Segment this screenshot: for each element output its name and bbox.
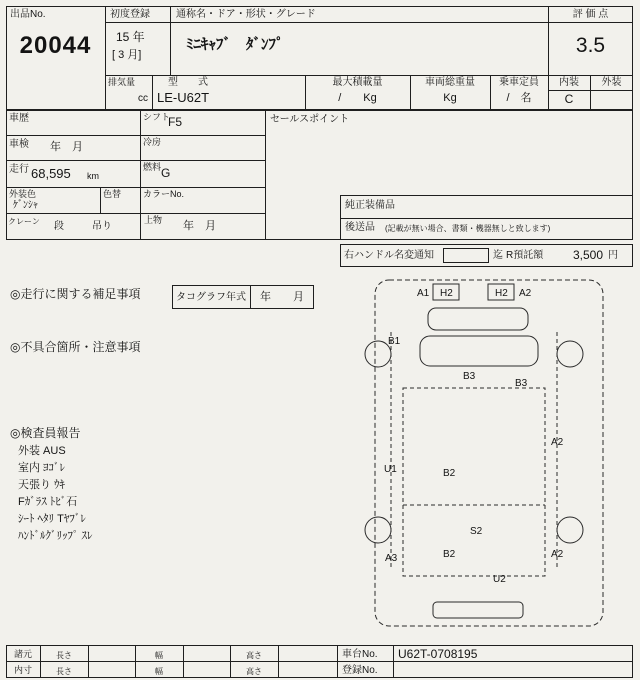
repaint-label: 色替 (103, 189, 122, 199)
inspector-title: ◎検査員報告 (10, 426, 81, 440)
displacement-label: 排気量 (108, 77, 136, 87)
grid-line (6, 187, 265, 188)
chassis-no-value: U62T-0708195 (398, 647, 478, 661)
panel-label: H2 (495, 288, 508, 299)
ac-label: 冷房 (143, 137, 162, 147)
tacho-value: 年 月 (260, 291, 304, 303)
grid-line (6, 135, 265, 136)
name-change-box (443, 248, 489, 263)
grid-line (183, 645, 184, 678)
handle-label: 右ハンドル (344, 250, 394, 261)
color-value: ｹﾞﾝｼｬ (13, 200, 38, 211)
wheel-rear-right (557, 517, 583, 543)
grid-line (100, 187, 101, 213)
grid-line (6, 213, 265, 214)
inspection-label: 車検 (9, 139, 29, 150)
width-label: 幅 (155, 667, 163, 676)
panel-label: A2 (551, 549, 564, 560)
report-line: ｼｰﾄ ﾍﾀﾘ Tﾔﾌﾞﾚ (18, 513, 86, 525)
body-value: 年 月 (183, 220, 216, 232)
exhibit-no-value: 20044 (19, 32, 92, 59)
chassis-no-label: 車台No. (342, 649, 378, 660)
interior-grade: C (564, 92, 574, 106)
spec-row-label: 諸元 (13, 649, 32, 659)
yen-label: 円 (608, 250, 618, 261)
height-label: 高さ (246, 651, 262, 660)
grid-line (170, 6, 171, 75)
grid-line (340, 218, 633, 219)
windshield-outline (428, 308, 528, 330)
grid-line (105, 75, 633, 76)
color-label: 外装色 (9, 189, 37, 199)
grid-line (105, 22, 633, 23)
panel-label: U2 (493, 574, 506, 585)
shift-label: シフト (143, 112, 171, 122)
vehicle-diagram (345, 268, 633, 640)
panel-label: B1 (388, 336, 401, 347)
panel-label: B2 (443, 549, 456, 560)
rear-bumper-outline (433, 602, 523, 618)
mileage-label: 走行 (9, 164, 29, 175)
grid-line (140, 110, 141, 240)
shift-value: F5 (168, 115, 183, 129)
defects-title: ◎不具合箇所・注意事項 (10, 340, 141, 354)
model-name-header: 通称名・ドア・形状・グレード (176, 9, 316, 20)
model-code-value: LE-U62T (157, 90, 210, 105)
panel-label: B2 (443, 468, 456, 479)
fuel-label: 燃料 (143, 162, 162, 172)
crane-dan-label: 段 (54, 221, 64, 232)
interior-label: 内装 (559, 77, 579, 88)
report-line: 外装 AUS (18, 445, 66, 457)
panel-label: A2 (519, 288, 532, 299)
forward-items-label: 後送品 (345, 222, 375, 233)
report-line: ﾊﾝﾄﾞﾙｸﾞﾘｯﾌﾟ ｽﾚ (18, 530, 93, 542)
length-label: 長さ (56, 667, 72, 676)
grid-line (393, 645, 394, 678)
body-label: 上物 (144, 215, 163, 225)
wheel-rear-left (365, 517, 391, 543)
model-code-label: 型 式 (168, 77, 208, 88)
grid-line (6, 160, 265, 161)
deposit-value: 3,500 (572, 248, 603, 262)
grid-line (6, 661, 633, 662)
displacement-unit: cc (138, 93, 148, 104)
grid-line (340, 195, 633, 196)
grid-line (88, 645, 89, 678)
first-reg-label: 初度登録 (110, 9, 150, 20)
name-change-label: 名変通知 (394, 250, 434, 261)
inspection-value: 年 月 (50, 141, 83, 153)
crane-label: クレーン (8, 217, 40, 226)
bed-outline (403, 388, 545, 576)
inner-row-label: 内寸 (13, 665, 32, 675)
exhibit-no-label: 出品No. (10, 9, 46, 20)
height-label: 高さ (246, 667, 262, 676)
history-label: 車歴 (9, 113, 29, 124)
length-label: 長さ (56, 651, 72, 660)
grid-line (265, 110, 266, 240)
report-line: 室内 ﾖｺﾞﾚ (18, 462, 66, 474)
mileage-value: 68,595 (31, 166, 71, 181)
forward-items-note: (記載が無い場合、書類・機器無しと致します) (385, 224, 551, 233)
deposit-label: R預託額 (506, 250, 544, 261)
panel-label: A1 (417, 288, 430, 299)
exterior-label: 外装 (601, 77, 622, 88)
first-reg-month: [ 3 月] (112, 49, 142, 61)
panel-label: S2 (470, 526, 483, 537)
color-no-label: カラーNo. (143, 189, 185, 199)
gross-weight-label: 車両総重量 (425, 77, 475, 88)
panel-label: A3 (385, 553, 398, 564)
capacity-label: 乗車定員 (499, 77, 539, 88)
score-label: 評 価 点 (572, 9, 609, 20)
oem-equipment-label: 純正装備品 (345, 200, 395, 211)
report-line: 天張り ｳｷ (18, 479, 66, 491)
grid-line (278, 645, 279, 678)
gross-weight-value: Kg (443, 92, 457, 104)
tacho-label: タコグラフ年式 (176, 292, 246, 303)
grid-line (152, 75, 153, 110)
width-label: 幅 (155, 651, 163, 660)
model-name-value: ﾐﾆｷｬﾌﾞ ﾀﾞﾝﾌﾟ (186, 36, 284, 53)
panel-label: B3 (463, 371, 476, 382)
body-outline (375, 280, 603, 626)
score-value: 3.5 (575, 34, 606, 57)
max-load-value: / Kg (338, 92, 377, 104)
report-line: Fｶﾞﾗｽ ﾄﾋﾞ石 (18, 496, 78, 508)
sales-point-label: セールスポイント (270, 114, 350, 125)
capacity-value: / 名 (506, 92, 532, 104)
max-load-label: 最大積載量 (332, 77, 383, 88)
panel-label: H2 (440, 288, 453, 299)
first-reg-year: 15 年 (116, 30, 145, 44)
wheel-front-right (557, 341, 583, 367)
cab-outline (420, 336, 538, 366)
made-label: 迄 (493, 250, 503, 261)
panel-label: B3 (515, 378, 528, 389)
crane-tsuri-label: 吊り (92, 221, 112, 232)
fuel-value: G (161, 166, 171, 180)
reg-no-label: 登録No. (342, 665, 378, 676)
mileage-unit: km (87, 171, 99, 181)
panel-label: U1 (384, 464, 397, 475)
grid-line (337, 645, 338, 678)
panel-label: A2 (551, 437, 564, 448)
mileage-notes-title: ◎走行に関する補足事項 (10, 287, 141, 301)
